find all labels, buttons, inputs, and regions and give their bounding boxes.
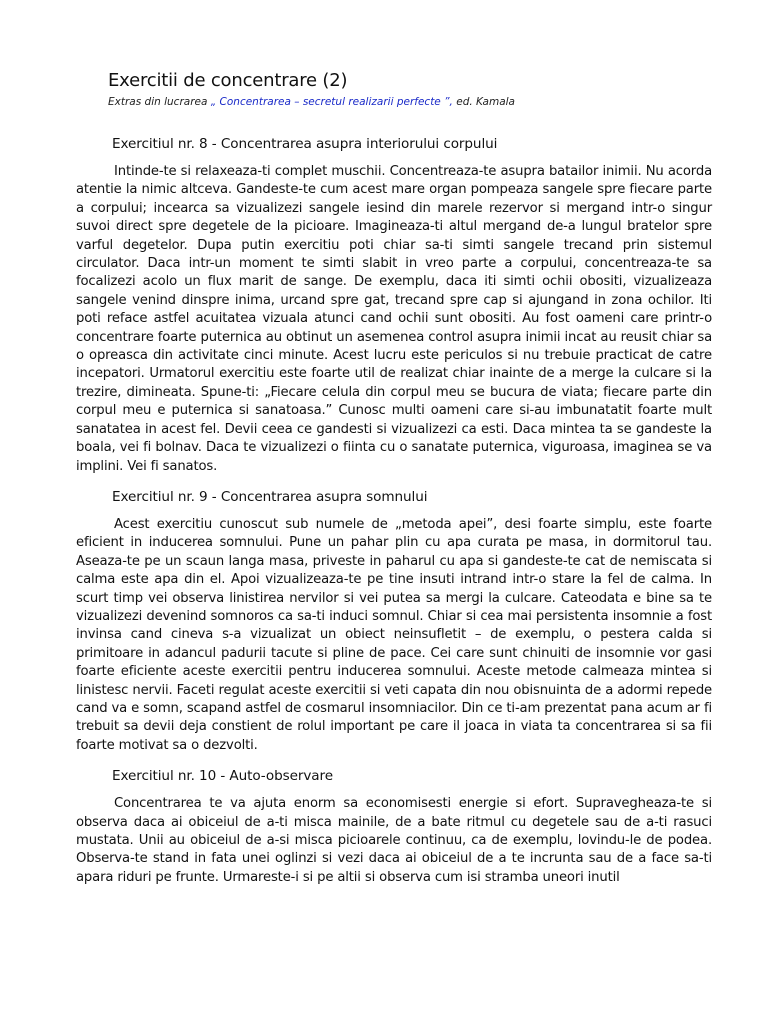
section-heading-exercise-9: Exercitiul nr. 9 - Concentrarea asupra somnului: [112, 488, 428, 505]
document-title: Exercitii de concentrare (2): [108, 70, 348, 91]
document-page: [76, 70, 712, 899]
source-work-title: „ Concentrarea – secretul realizarii perfecte ”,: [210, 96, 453, 108]
source-citation: [108, 95, 712, 109]
section-body-exercise-10: Concentrarea te va ajuta enorm sa economisesti energie si efort. Supravegheaza-te si observa daca ai obiceiul de a-ti misca mainile, de a bate ritmul cu degetele sau de a-ti rasuci mustata. Unii au obiceiul de a-si misca picioarele continuu, ca de exemplu, lovindu-le de podea. Observa-te stand in fata unei oglinzi si vezi daca ai obiceiul de a te incrunta sau de a face sa-ti apara riduri pe frunte. Urmareste-i si pe altii si observa cum isi stramba uneori inutil: [76, 796, 712, 885]
source-publisher: ed. Kamala: [452, 96, 515, 108]
section-heading-exercise-8: Exercitiul nr. 8 - Concentrarea asupra interiorului corpului: [112, 136, 498, 152]
section-body-exercise-8: Intinde-te si relaxeaza-ti complet muschii. Concentreaza-te asupra batailor inimii. Nu acorda atentie la nimic altceva. Gandeste-te cum acest mare organ pompeaza sangele spre fiecare parte a corpului; incearca sa vizualizezi sangele iesind din marele rezervor si mergand intr-o singur suvoi direct spre degetele de la picioare. Imagineaza-ti altul mergand de-a lungul bratelor spre varful degetelor. Dupa putin exercitiu poti chiar sa-ti simti sangele trecand prin sistemul circulator. Daca intr-un moment te simti slabit in vreo parte a corpului, concentreaza-te sa focalizezi acolo un flux marit de sange. De exemplu, daca iti simti ochii obositi, vizualizeaza sangele venind dinspre inima, urcand spre gat, trecand spre cap si ajungand in zona ochilor. Iti poti reface astfel acuitatea vizuala atunci cand ochii sunt obositi. Au fost oameni care printr-o concentrare foarte puternica au obtinut un asemenea control asupra inimii incat au reusit chiar sa o opreasca din activitate cinci minute. Acest lucru este periculos si nu trebuie practicat de catre incepatori. Urmatorul exercitiu este foarte util de realizat chiar inainte de a merge la culcare si la trezire, dimineata. Spune-ti: „Fiecare celula din corpul meu se bucura de viata; fiecare parte din corpul meu e puternica si sanatoasa.” Cunosc multi oameni care si-au imbunatatit foarte mult sanatatea in acest fel. Devii ceea ce gandesti si vizualizezi ca esti. Daca mintea ta se gandeste la boala, vei fi bolnav. Daca te vizualizezi o fiinta cu o sanatate puternica, viguroasa, imaginea se va implini. Vei fi sanatos.: [76, 164, 712, 474]
source-prefix: Extras din lucrarea: [108, 96, 211, 108]
section-heading-exercise-10: Exercitiul nr. 10 - Auto-observare: [112, 768, 333, 785]
section-body-exercise-9: Acest exercitiu cunoscut sub numele de „metoda apei”, desi foarte simplu, este foarte eficient in inducerea somnului. Pune un pahar plin cu apa curata pe masa, in dormitorul tau. Aseaza-te pe un scaun langa masa, priveste in paharul cu apa si gandeste-te cat de nemiscata si calma este apa din el. Apoi vizualizeaza-te pe tine insuti intrand intr-o stare la fel de calma. In scurt timp vei observa linistirea nervilor si vei putea sa mergi la culcare. Cateodata e bine sa te vizualizezi devenind somnoros ca sa-ti induci somnul. Chiar si cea mai persistenta insomnie a fost invinsa cand cineva s-a vizualizat un obiect neinsufletit – de exemplu, o pestera calda si primitoare in adancul padurii tacute si pline de pace. Cei care sunt chinuiti de insomnie vor gasi foarte eficiente aceste exercitii pentru inducerea somnului. Aceste metode calmeaza mintea si linistesc nervii. Faceti regulat aceste exercitii si veti capata din nou obisnuinta de a adormi repede cand va e somn, scapand astfel de cosmarul insomniacilor. Din ce ti-am prezentat pana acum ar fi trebuit sa devii deja constient de rolul important pe care il joaca in viata ta concentrarea si sa fii foarte motivat sa o dezvolti.: [76, 516, 712, 753]
